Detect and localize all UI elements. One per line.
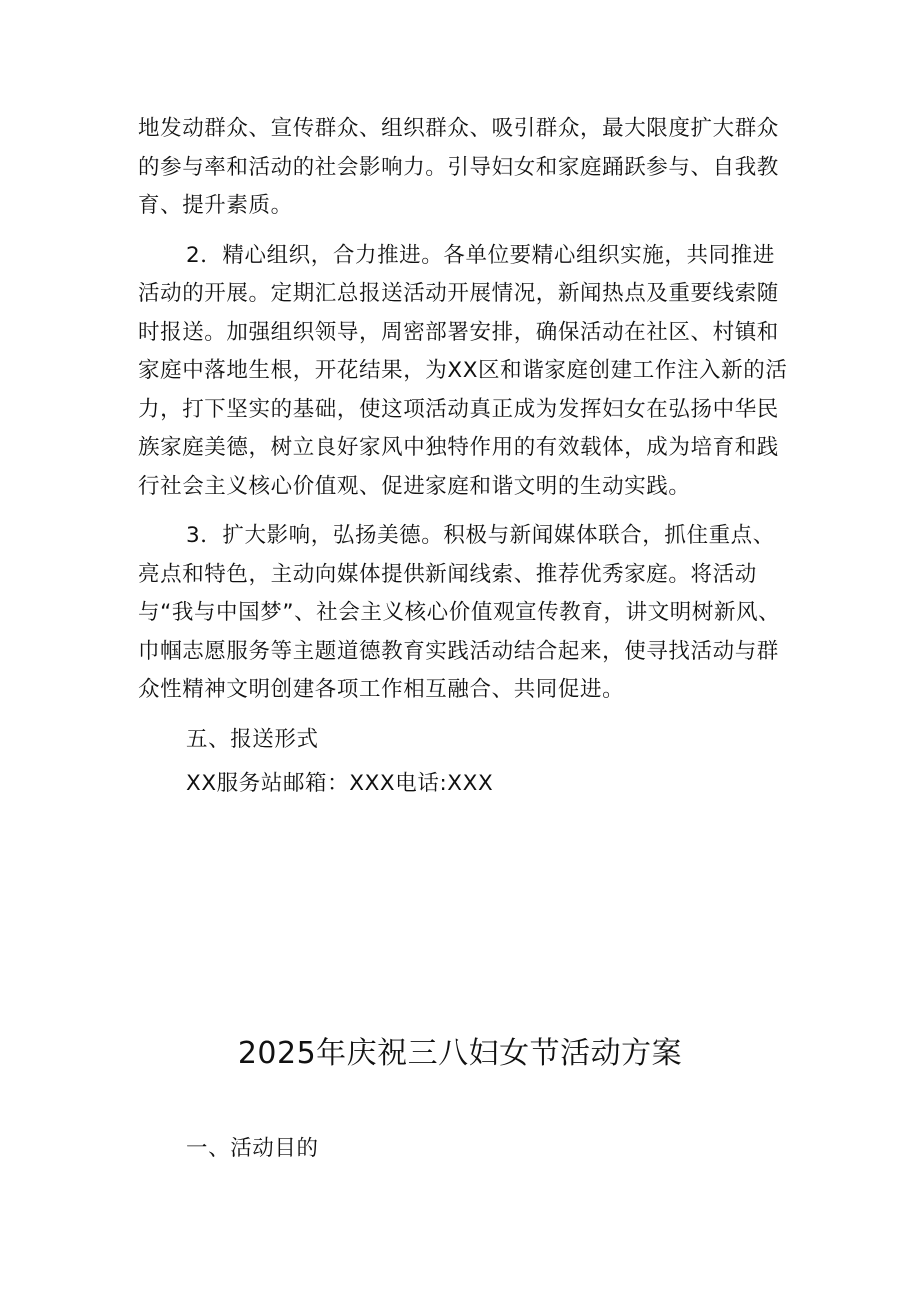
point-2-paragraph: 2．精心组织，合力推进。各单位要精心组织实施，共同推进活动的开展。定期汇总报送活动开展情况，新闻热点及重要线索随时报送。加强组织领导，周密部署安排，确保活动在社区、村镇和家庭中落地生根，开花结果，为XX区和谐家庭创建工作注入新的活力，打下坚实的基础，使这项活动真正成为发挥妇女在弘扬中华民族家庭美德，树立良好家风中独特作用的有效载体，成为培育和践行社会主义核心价值观、促进家庭和谐文明的生动实践。: [138, 242, 788, 499]
document-title: 2025年庆祝三八妇女节活动方案: [237, 1036, 683, 1071]
contact-line: XX服务站邮箱：XXX电话:XXX: [186, 771, 494, 796]
section-five-heading: 五、报送形式: [186, 726, 319, 752]
point-3-paragraph: 3．扩大影响，弘扬美德。积极与新闻媒体联合，抓住重点、亮点和特色，主动向媒体提供新闻线索、推荐优秀家庭。将活动与“我与中国梦”、社会主义核心价值观宣传教育，讲文明树新风、巾帼志愿服务等主题道德教育实践活动结合起来，使寻找活动与群众性精神文明创建各项工作相互融合、共同促进。: [138, 523, 781, 702]
section-one-heading: 一、活动目的: [186, 1136, 319, 1161]
continuation-paragraph: 地发动群众、宣传群众、组织群众、吸引群众，最大限度扩大群众的参与率和活动的社会影响力。引导妇女和家庭踊跃参与、自我教育、提升素质。: [138, 116, 779, 218]
document-body: [138, 110, 794, 804]
